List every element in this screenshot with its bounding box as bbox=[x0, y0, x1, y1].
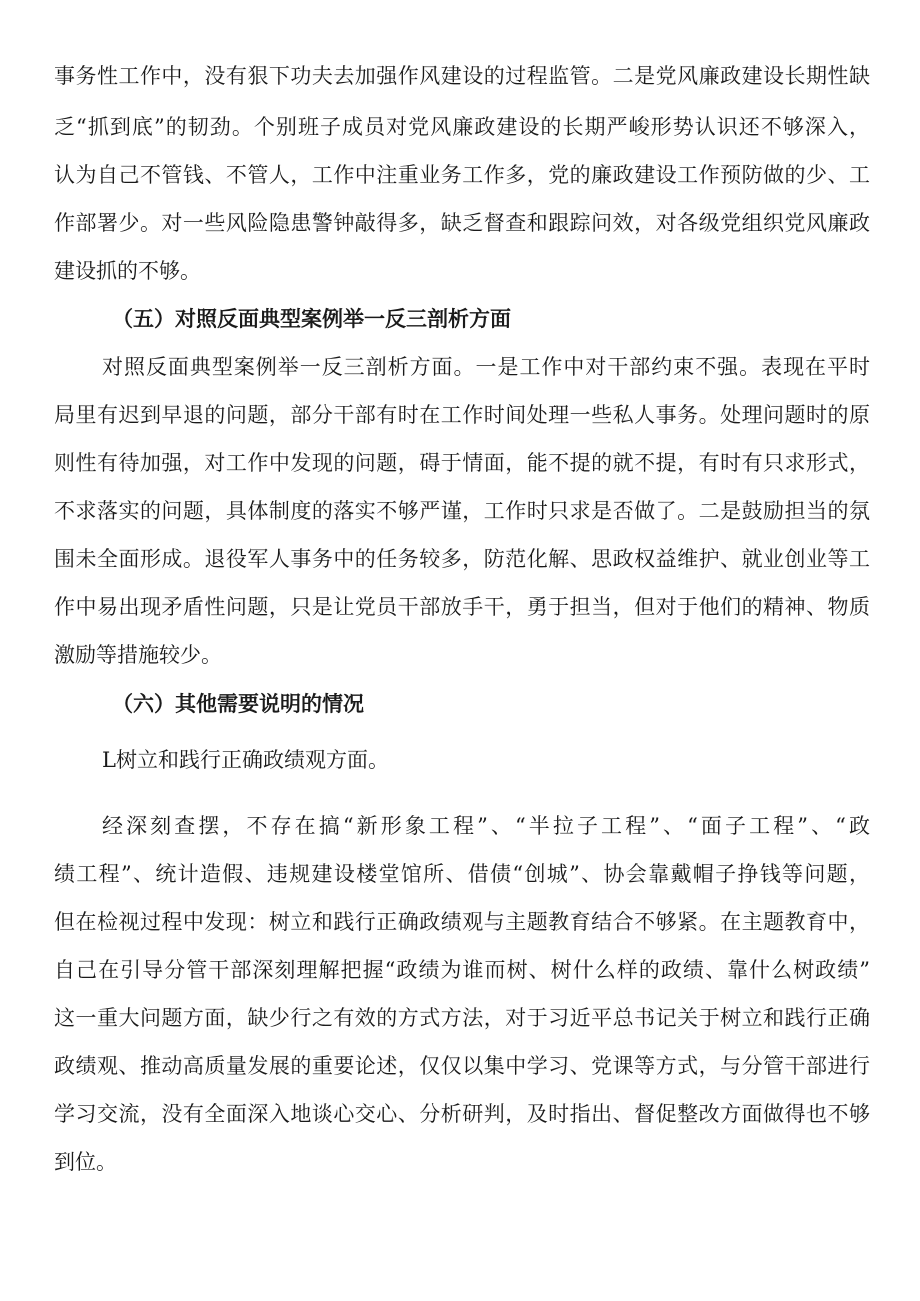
paragraph-3-line: 绩工程”、统计造假、违规建设楼堂馆所、借债“创城”、协会靠戴帽子挣钱等问题， bbox=[54, 862, 870, 886]
paragraph-2-line: 激励等措施较少。 bbox=[54, 643, 222, 667]
paragraph-1-line: 认为自己不管钱、不管人，工作中注重业务工作多，党的廉政建设工作预防做的少、工 bbox=[54, 163, 870, 187]
paragraph-3-line: 学习交流，没有全面深入地谈心交心、分析研判，及时指出、督促整改方面做得也不够 bbox=[54, 1102, 870, 1126]
list-item-1: L树立和践行正确政绩观方面。 bbox=[102, 748, 389, 772]
paragraph-3-line: 到位。 bbox=[54, 1150, 117, 1174]
paragraph-3-line: 但在检视过程中发现：树立和践行正确政绩观与主题教育结合不够紧。在主题教育中， bbox=[54, 910, 870, 934]
section-heading-6: （六）其他需要说明的情况 bbox=[112, 691, 364, 716]
paragraph-2-line: 围未全面形成。退役军人事务中的任务较多，防范化解、思政权益维护、就业创业等工 bbox=[54, 547, 870, 571]
paragraph-1-line: 作部署少。对一些风险隐患警钟敲得多，缺乏督查和跟踪问效，对各级党组织党风廉政 bbox=[54, 211, 870, 235]
paragraph-1-line: 建设抓的不够。 bbox=[54, 259, 201, 283]
paragraph-2-line: 作中易出现矛盾性问题，只是让党员干部放手干，勇于担当，但对于他们的精神、物质 bbox=[54, 595, 870, 619]
paragraph-2-line: 局里有迟到早退的问题，部分干部有时在工作时间处理一些私人事务。处理问题时的原 bbox=[54, 403, 870, 427]
paragraph-3-line: 政绩观、推动高质量发展的重要论述，仅仅以集中学习、党课等方式，与分管干部进行 bbox=[54, 1054, 870, 1078]
paragraph-2-line: 不求落实的问题，具体制度的落实不够严谨，工作时只求是否做了。二是鼓励担当的氛 bbox=[54, 499, 870, 523]
section-heading-5: （五）对照反面典型案例举一反三剖析方面 bbox=[112, 306, 511, 331]
paragraph-2-line: 对照反面典型案例举一反三剖析方面。一是工作中对干部约束不强。表现在平时 bbox=[102, 355, 870, 379]
paragraph-1-line: 乏“抓到底”的韧劲。个别班子成员对党风廉政建设的长期严峻形势认识还不够深入， bbox=[54, 115, 870, 139]
paragraph-2-line: 则性有待加强，对工作中发现的问题，碍于情面，能不提的就不提，有时有只求形式， bbox=[54, 451, 870, 475]
paragraph-1-line: 事务性工作中，没有狠下功夫去加强作风建设的过程监管。二是党风廉政建设长期性缺 bbox=[54, 64, 870, 88]
paragraph-3-line: 这一重大问题方面，缺少行之有效的方式方法，对于习近平总书记关于树立和践行正确 bbox=[54, 1006, 870, 1030]
paragraph-3-line: 经深刻查摆，不存在搞“新形象工程”、“半拉子工程”、“面子工程”、“政 bbox=[102, 814, 870, 838]
paragraph-3-line: 自己在引导分管干部深刻理解把握“政绩为谁而树、树什么样的政绩、靠什么树政绩” bbox=[54, 958, 870, 982]
